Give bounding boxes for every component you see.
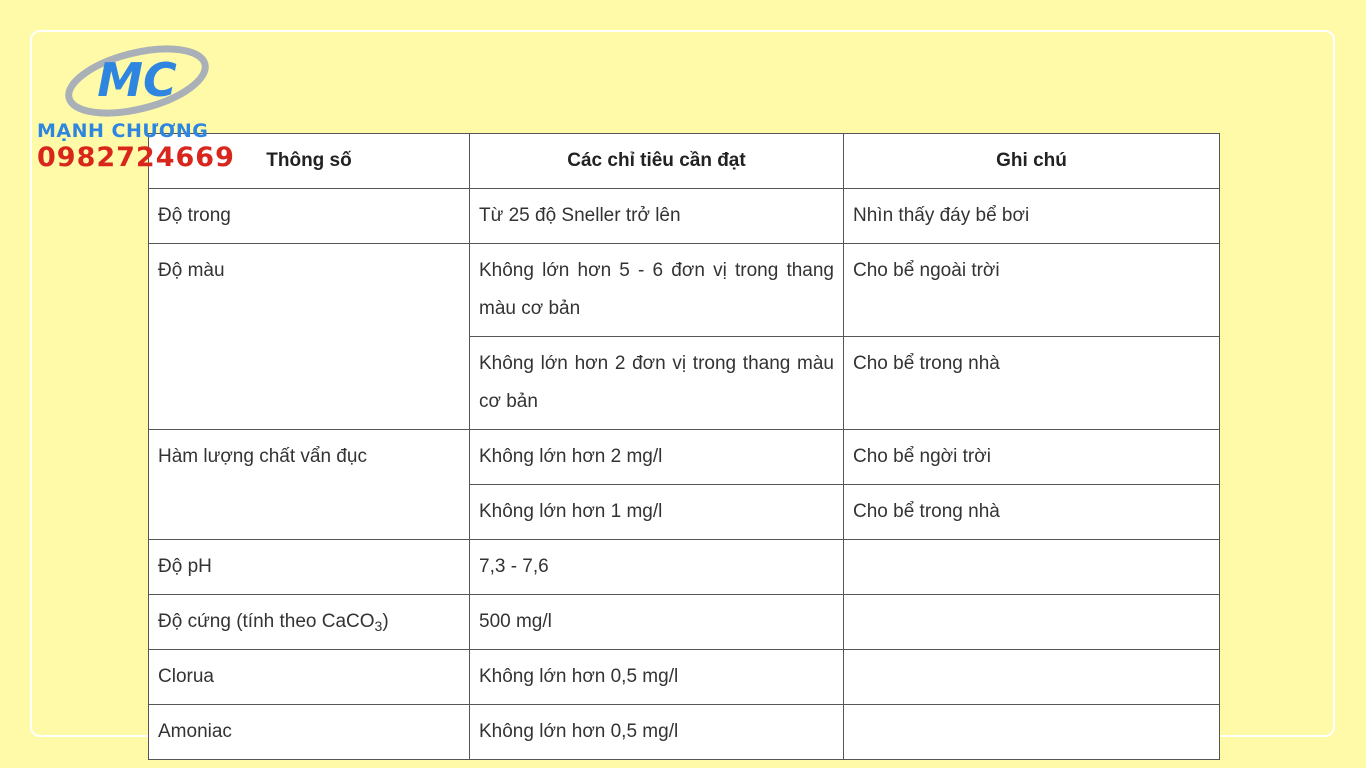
value-cell: Không lớn hơn 0,5 mg/l: [470, 650, 844, 705]
note-cell: [844, 650, 1220, 705]
table-row: [149, 430, 1220, 485]
param-cell: Amoniac: [149, 705, 470, 760]
header-parameter: Thông số: [149, 134, 470, 189]
note-cell: Cho bể ngời trời: [844, 430, 1220, 485]
logo-mark-text: MC: [97, 53, 177, 107]
note-cell: [844, 595, 1220, 650]
table-header-row: [149, 134, 1220, 189]
table-row: [149, 595, 1220, 650]
value-cell: Không lớn hơn 2 mg/l: [470, 430, 844, 485]
table-row: [149, 540, 1220, 595]
header-requirement: Các chỉ tiêu cần đạt: [470, 134, 844, 189]
param-cell: Độ màu: [149, 244, 470, 430]
param-cell: Clorua: [149, 650, 470, 705]
note-cell: [844, 540, 1220, 595]
table-row: [149, 244, 1220, 337]
value-cell: Không lớn hơn 0,5 mg/l: [470, 705, 844, 760]
phone-number: 0982724669: [37, 142, 235, 173]
header-note: Ghi chú: [844, 134, 1220, 189]
value-cell: Không lớn hơn 2 đơn vị trong thang màu cơ bản: [470, 337, 844, 430]
value-cell: 7,3 - 7,6: [470, 540, 844, 595]
table-row: [149, 705, 1220, 760]
value-cell: Từ 25 độ Sneller trở lên: [470, 189, 844, 244]
param-text-suffix: ): [382, 611, 389, 632]
value-cell: 500 mg/l: [470, 595, 844, 650]
value-cell: Không lớn hơn 1 mg/l: [470, 485, 844, 540]
brand-name: MẠNH CHƯƠNG: [37, 120, 209, 142]
table-row: [149, 650, 1220, 705]
table-row: [149, 189, 1220, 244]
note-cell: Nhìn thấy đáy bể bơi: [844, 189, 1220, 244]
note-cell: Cho bể trong nhà: [844, 337, 1220, 430]
mc-logo-icon: [64, 44, 210, 118]
note-cell: [844, 705, 1220, 760]
note-cell: Cho bể trong nhà: [844, 485, 1220, 540]
note-cell: Cho bể ngoài trời: [844, 244, 1220, 337]
water-standards-table: [148, 133, 1220, 760]
param-cell: Hàm lượng chất vẩn đục: [149, 430, 470, 540]
value-cell: Không lớn hơn 5 - 6 đơn vị trong thang màu cơ bản: [470, 244, 844, 337]
subscript-3: 3: [374, 618, 383, 634]
param-text: Độ cứng (tính theo CaCO: [158, 611, 375, 632]
param-cell: Độ trong: [149, 189, 470, 244]
param-cell: Độ pH: [149, 540, 470, 595]
brand-logo: [36, 44, 236, 184]
param-cell: [149, 595, 470, 650]
